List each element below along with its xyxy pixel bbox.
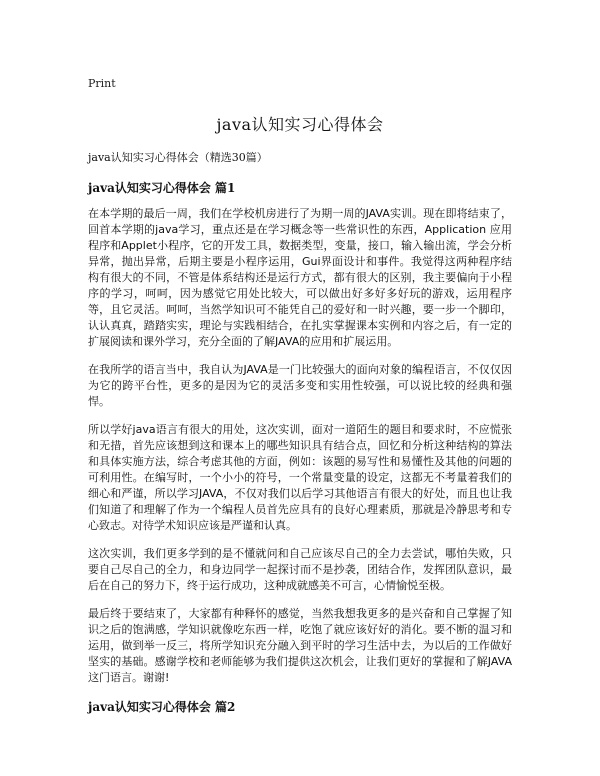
section-heading-2: java认知实习心得体会 篇2 [88,700,236,714]
paragraph-1: 在本学期的最后一周，我们在学校机房进行了为期一周的JAVA实训。现在即将结束了，回首本学期的java学习，重点还是在学习概念等一些常识性的东西，Application 应用程序和Applet小程序，它的开发工具，数据类型，变量，接口，输入输出流，学会分析异常，抛出异常，后期主要是小程序运用，Gui界面设计和事件。我觉得这两种程序结构有很大的不同，不管是体系结构还是运行方式，都有很大的区别，我主要偏向于小程序的学习，呵呵，因为感觉它用处比较大，可以做出好多好多好玩的游戏，运用程序等，且它灵活。呵呵，当然学知识可不能凭自己的爱好和一时兴趣，要一步一个脚印，认认真真，踏踏实实，理论与实践相结合，在扎实掌握课本实例和内容之后，有一定的扩展阅读和课外学习，充分全面的了解JAVA的应用和扩展运用。 [88,207,512,348]
document-subtitle: java认知实习心得体会（精选30篇） [88,151,268,164]
paragraph-3: 所以学好java语言有很大的用处，这次实训，面对一道陌生的题目和要求时，不应慌张和无措，首先应该想到这和课本上的哪些知识具有结合点，回忆和分析这种结构的算法和具体实施方法，综合考虑其他的方面，例如：该题的易写性和易懂性及其他的问题的可利用性。在编写时，一个小小的符号，一个常量变量的设定，这都无不考量着我们的细心和严谨，所以学习JAVA，不仅对我们以后学习其他语言有很大的好处，而且也让我们知道了和理解了作为一个编程人员首先应具有的良好心理素质，那就是冷静思考和专心致志。对待学术知识应该是严谨和认真。 [88,423,512,532]
paragraph-4: 这次实训，我们更多学到的是不懂就问和自己应该尽自己的全力去尝试，哪怕失败，只要自己尽自己的全力，和身边同学一起探讨而不是抄袭，团结合作，发挥团队意识，最后在自己的努力下，终于运行成功，这种成就感美不可言，心情愉悦至极。 [88,547,512,592]
section-heading-1: java认知实习心得体会 篇1 [88,181,236,195]
print-link[interactable]: Print [88,77,116,90]
paragraph-5: 最后终于要结束了，大家都有种释怀的感觉，当然我想我更多的是兴奋和自己掌握了知识之后的饱满感，学知识就像吃东西一样，吃饱了就应该好好的消化。要不断的温习和运用，做到举一反三，将所学知识充分融入到平时的学习生活中去，为以后的工作做好坚实的基础。感谢学校和老师能够为我们提供这次机会，让我们更好的掌握和了解JAVA这门语言。谢谢! [88,607,512,684]
document-title: java认知实习心得体会 [216,115,384,134]
paragraph-2: 在我所学的语言当中，我自认为JAVA是一门比较强大的面向对象的编程语言，不仅仅因为它的跨平台性，更多的是因为它的灵活多变和实用性较强，可以说比较的经典和强悍。 [88,363,512,408]
